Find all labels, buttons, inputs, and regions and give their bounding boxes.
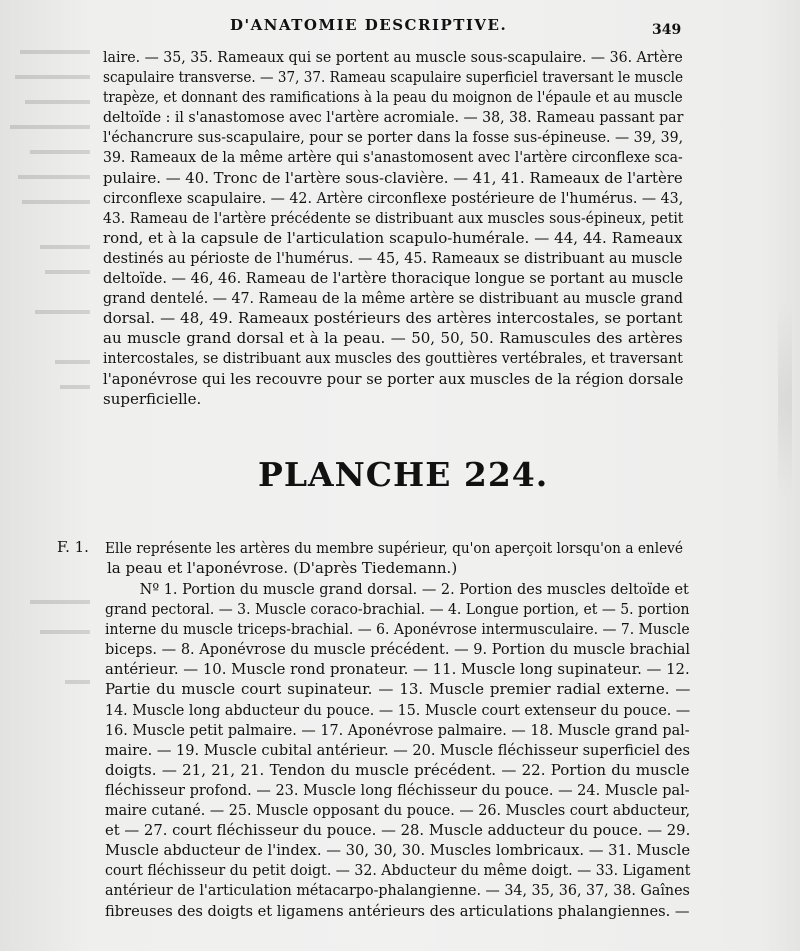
text-line: la peau et l'aponévrose. (D'après Tiedemann.) [107,559,458,578]
text-line: maire cutané. — 25. Muscle opposant du pouce. — 26. Muscles court abducteur, [105,801,691,820]
figure-caption [85,538,685,578]
continuation-paragraph [103,47,683,409]
legend-paragraph [105,579,690,921]
text-line: Partie du muscle court supinateur. — 13. Muscle premier radial externe. — [105,680,691,699]
text-line: au muscle grand dorsal et à la peau. — 50, 50, 50. Ramuscules des artères [103,329,683,348]
text-line: 14. Muscle long abducteur du pouce. — 15. Muscle court extenseur du pouce. — [105,700,691,719]
text-line: grand pectoral. — 3. Muscle coraco-brachial. — 4. Longue portion, et — 5. portion [105,600,690,619]
text-line: antérieur de l'articulation métacarpo-phalangienne. — 34, 35, 36, 37, 38. Gaînes [105,881,690,900]
text-line: superficielle. [103,389,202,408]
text-line: l'aponévrose qui les recouvre pour se porter aux muscles de la région dorsale [103,369,684,388]
page-stain [778,300,792,500]
text-line: 16. Muscle petit palmaire. — 17. Aponévrose palmaire. — 18. Muscle grand pal- [105,720,690,739]
bleed-through-texture [0,40,100,920]
text-line: fléchisseur profond. — 23. Muscle long fléchisseur du pouce. — 24. Muscle pal- [105,780,690,799]
text-line: fibreuses des doigts et ligamens antérieurs des articulations phalangiennes. — [105,901,690,920]
text-line: 43. Rameau de l'artère précédente se distribuant aux muscles sous-épineux, petit [103,208,684,227]
text-line: deltoïde. — 46, 46. Rameau de l'artère thoracique longue se portant au muscle [103,269,684,288]
text-line: court fléchisseur du petit doigt. — 32. Abducteur du même doigt. — 33. Ligament [105,861,691,880]
text-line: Elle représente les artères du membre supérieur, qu'on aperçoit lorsqu'on a enlevé [105,539,684,557]
text-line: 39. Rameaux de la même artère qui s'anastomosent avec l'artère circonflexe sca- [103,148,683,167]
plate-title: PLANCHE 224. [258,455,549,494]
text-line: pulaire. — 40. Tronc de l'artère sous-clavière. — 41, 41. Rameaux de l'artère [103,168,683,187]
text-line: Nº 1. Portion du muscle grand dorsal. — 2. Portion des muscles deltoïde et [139,580,689,598]
text-line: intercostales, se distribuant aux muscles des gouttières vertébrales, et traversant [103,349,683,368]
text-line: dorsal. — 48, 49. Rameaux postérieurs des artères intercostales, se portant [103,309,683,328]
text-line: scapulaire transverse. — 37, 37. Rameau scapulaire superficiel traversant le muscle [103,68,684,87]
text-line: circonflexe scapulaire. — 42. Artère circonflexe postérieure de l'humérus. — 43, [103,188,684,207]
text-line: deltoïde : il s'anastomose avec l'artère acromiale. — 38, 38. Rameau passant par [103,108,684,127]
text-line: grand dentelé. — 47. Rameau de la même artère se distribuant au muscle grand [103,289,683,308]
figure-label: F. 1. [57,538,89,556]
text-line: destinés au périoste de l'humérus. — 45, 45. Rameaux se distribuant au muscle [103,248,683,267]
running-header: D'ANATOMIE DESCRIPTIVE. [230,16,508,34]
text-line: maire. — 19. Muscle cubital antérieur. — 20. Muscle fléchisseur superficiel des [105,740,690,759]
page-number: 349 [652,22,682,38]
text-line: trapèze, et donnant des ramifications à la peau du moignon de l'épaule et au muscle [103,88,683,107]
text-line: laire. — 35, 35. Rameaux qui se portent au muscle sous-scapulaire. — 36. Artère [103,48,683,66]
text-line: rond, et à la capsule de l'articulation scapulo-humérale. — 44, 44. Rameaux [103,228,683,247]
text-line: l'échancrure sus-scapulaire, pour se porter dans la fosse sus-épineuse. — 39, 39, [103,128,684,147]
text-line: doigts. — 21, 21, 21. Tendon du muscle précédent. — 22. Portion du muscle [105,760,690,779]
text-line: biceps. — 8. Aponévrose du muscle précédent. — 9. Portion du muscle brachial [105,640,691,659]
text-line: antérieur. — 10. Muscle rond pronateur. — 11. Muscle long supinateur. — 12. [105,660,690,679]
text-line: Muscle abducteur de l'index. — 30, 30, 30. Muscles lombricaux. — 31. Muscle [105,841,691,860]
text-line: et — 27. court fléchisseur du pouce. — 28. Muscle adducteur du pouce. — 29. [105,821,691,840]
text-line: interne du muscle triceps-brachial. — 6. Aponévrose intermusculaire. — 7. Muscle [105,620,690,639]
